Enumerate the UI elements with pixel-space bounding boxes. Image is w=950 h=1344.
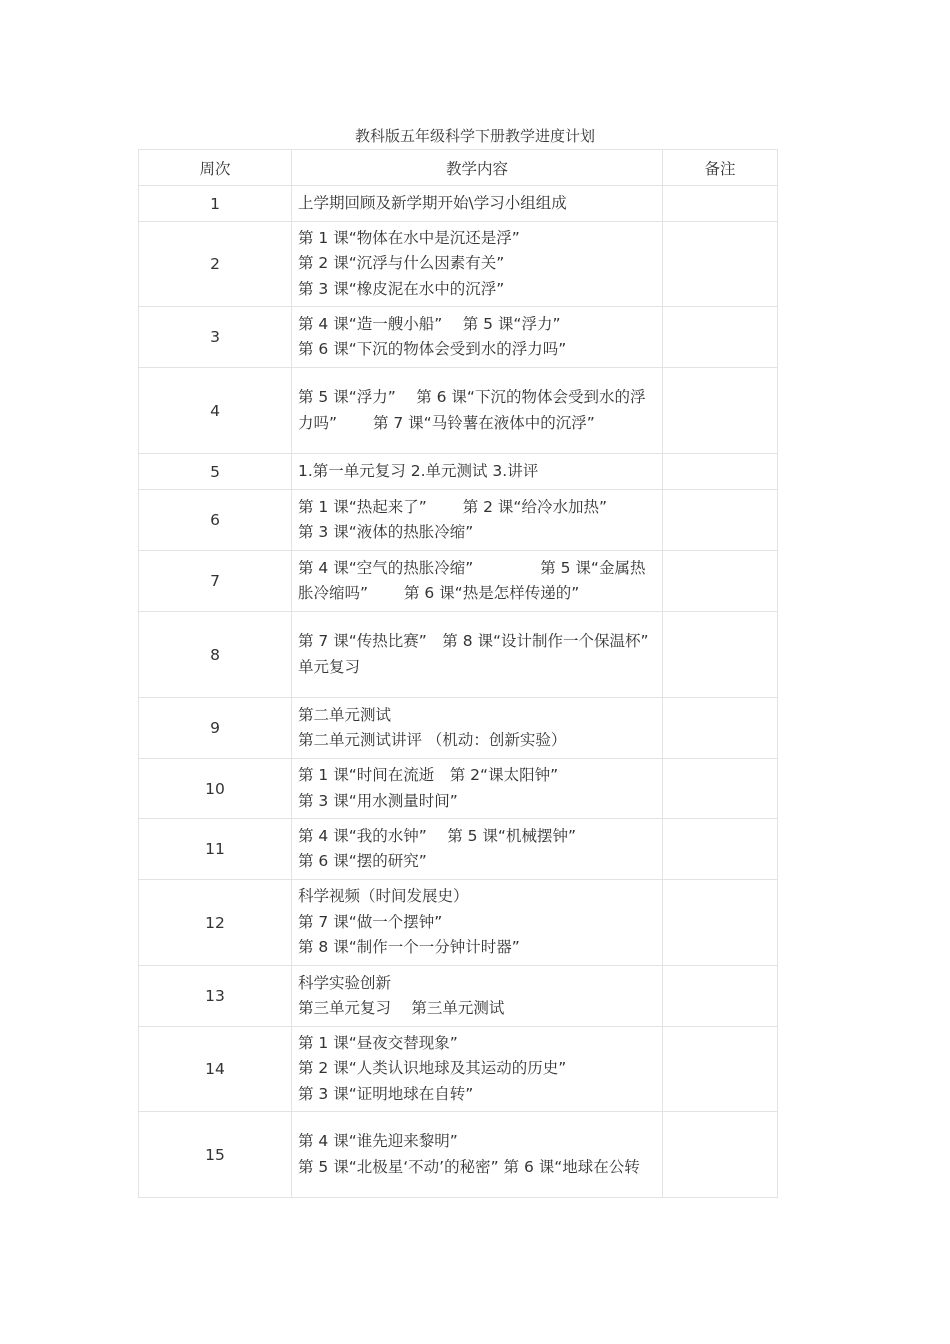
header-week: 周次 [139,150,292,186]
content-line: 第 8 课“制作一个一分钟计时器” [298,938,520,957]
content-cell [292,307,663,368]
week-cell: 8 [139,612,292,698]
header-note: 备注 [663,150,778,186]
week-cell: 7 [139,551,292,612]
note-cell [663,307,778,368]
content-cell [292,186,663,222]
content-cell [292,698,663,759]
table-row [139,1027,778,1112]
content-cell [292,759,663,819]
content-cell [292,551,663,612]
table-row [139,368,778,454]
note-cell [663,551,778,612]
note-cell [663,819,778,880]
content-cell [292,1112,663,1198]
content-line: 第 4 课“空气的热胀冷缩” 第 5 课“金属热胀冷缩吗” 第 6 课“热是怎样传递的” [298,558,646,602]
content-cell [292,490,663,551]
content-line: 科学实验创新 [298,973,392,992]
table-body [139,186,778,1198]
content-line: 1.第一单元复习 2.单元测试 3.讲评 [298,461,539,480]
table-row [139,698,778,759]
content-line: 第 3 课“用水测量时间” [298,791,458,810]
table-row [139,551,778,612]
week-cell: 4 [139,368,292,454]
note-cell [663,454,778,490]
content-line: 第 5 课“北极星‘不动’的秘密” 第 6 课“地球在公转 [298,1157,640,1176]
content-cell [292,819,663,880]
content-line: 科学视频（时间发展史） [298,887,469,906]
content-line: 第三单元复习 第三单元测试 [298,999,505,1017]
content-line: 第 3 课“橡皮泥在水中的沉浮” [298,279,505,298]
content-line: 上学期回顾及新学期开始\学习小组组成 [298,193,567,212]
week-cell: 10 [139,759,292,819]
table-row [139,186,778,222]
note-cell [663,759,778,819]
content-cell [292,966,663,1027]
week-cell: 5 [139,454,292,490]
teaching-plan-table [138,149,778,1198]
note-cell [663,1027,778,1112]
content-line: 第 7 课“做一个摆钟” [298,912,443,931]
week-cell: 15 [139,1112,292,1198]
note-cell [663,880,778,966]
table-row [139,759,778,819]
table-row [139,966,778,1027]
content-cell [292,222,663,307]
content-cell [292,880,663,966]
content-line: 第 1 课“物体在水中是沉还是浮” [298,228,520,247]
header-content: 教学内容 [292,150,663,186]
table-row [139,880,778,966]
content-line: 第 5 课“浮力” 第 6 课“下沉的物体会受到水的浮力吗” 第 7 课“马铃薯在液体中的沉浮” [298,388,646,432]
note-cell [663,1112,778,1198]
table-header-row [139,150,778,186]
table-row [139,307,778,368]
note-cell [663,966,778,1027]
table-row [139,819,778,880]
week-cell: 14 [139,1027,292,1112]
week-cell: 1 [139,186,292,222]
note-cell [663,222,778,307]
week-cell: 11 [139,819,292,880]
week-cell: 12 [139,880,292,966]
content-line: 第 4 课“谁先迎来黎明” [298,1132,458,1150]
content-line: 第 4 课“造一艘小船” 第 5 课“浮力” [298,314,561,333]
content-line: 第 3 课“液体的热胀冷缩” [298,523,474,541]
content-cell [292,1027,663,1112]
content-cell [292,454,663,490]
content-line: 单元复习 [298,657,361,676]
content-line: 第二单元测试讲评 （机动：创新实验） [298,731,567,749]
content-line: 第 1 课“时间在流逝 第 2“课太阳钟” [298,766,559,784]
content-line: 第 1 课“昼夜交替现象” [298,1033,458,1052]
content-line: 第 4 课“我的水钟” 第 5 课“机械摆钟” [298,826,576,845]
week-cell: 3 [139,307,292,368]
table-row [139,490,778,551]
content-line: 第 6 课“下沉的物体会受到水的浮力吗” [298,340,567,358]
table-row [139,612,778,698]
note-cell [663,186,778,222]
content-line: 第 6 课“摆的研究” [298,852,427,870]
content-line: 第 2 课“沉浮与什么因素有关” [298,254,505,273]
week-cell: 9 [139,698,292,759]
content-line: 第 2 课“人类认识地球及其运动的历史” [298,1059,567,1078]
week-cell: 13 [139,966,292,1027]
content-line: 第 7 课“传热比赛” 第 8 课“设计制作一个保温杯” [298,632,649,650]
week-cell: 6 [139,490,292,551]
table-row [139,222,778,307]
content-cell [292,368,663,454]
content-line: 第 3 课“证明地球在自转” [298,1084,474,1103]
note-cell [663,368,778,454]
table-row [139,454,778,490]
note-cell [663,490,778,551]
content-line: 第二单元测试 [298,705,392,724]
table-row [139,1112,778,1198]
note-cell [663,698,778,759]
content-cell [292,612,663,698]
page-title: 教科版五年级科学下册教学进度计划 [354,127,595,145]
content-line: 第 1 课“热起来了” 第 2 课“给冷水加热” [298,497,607,516]
note-cell [663,612,778,698]
week-cell: 2 [139,222,292,307]
